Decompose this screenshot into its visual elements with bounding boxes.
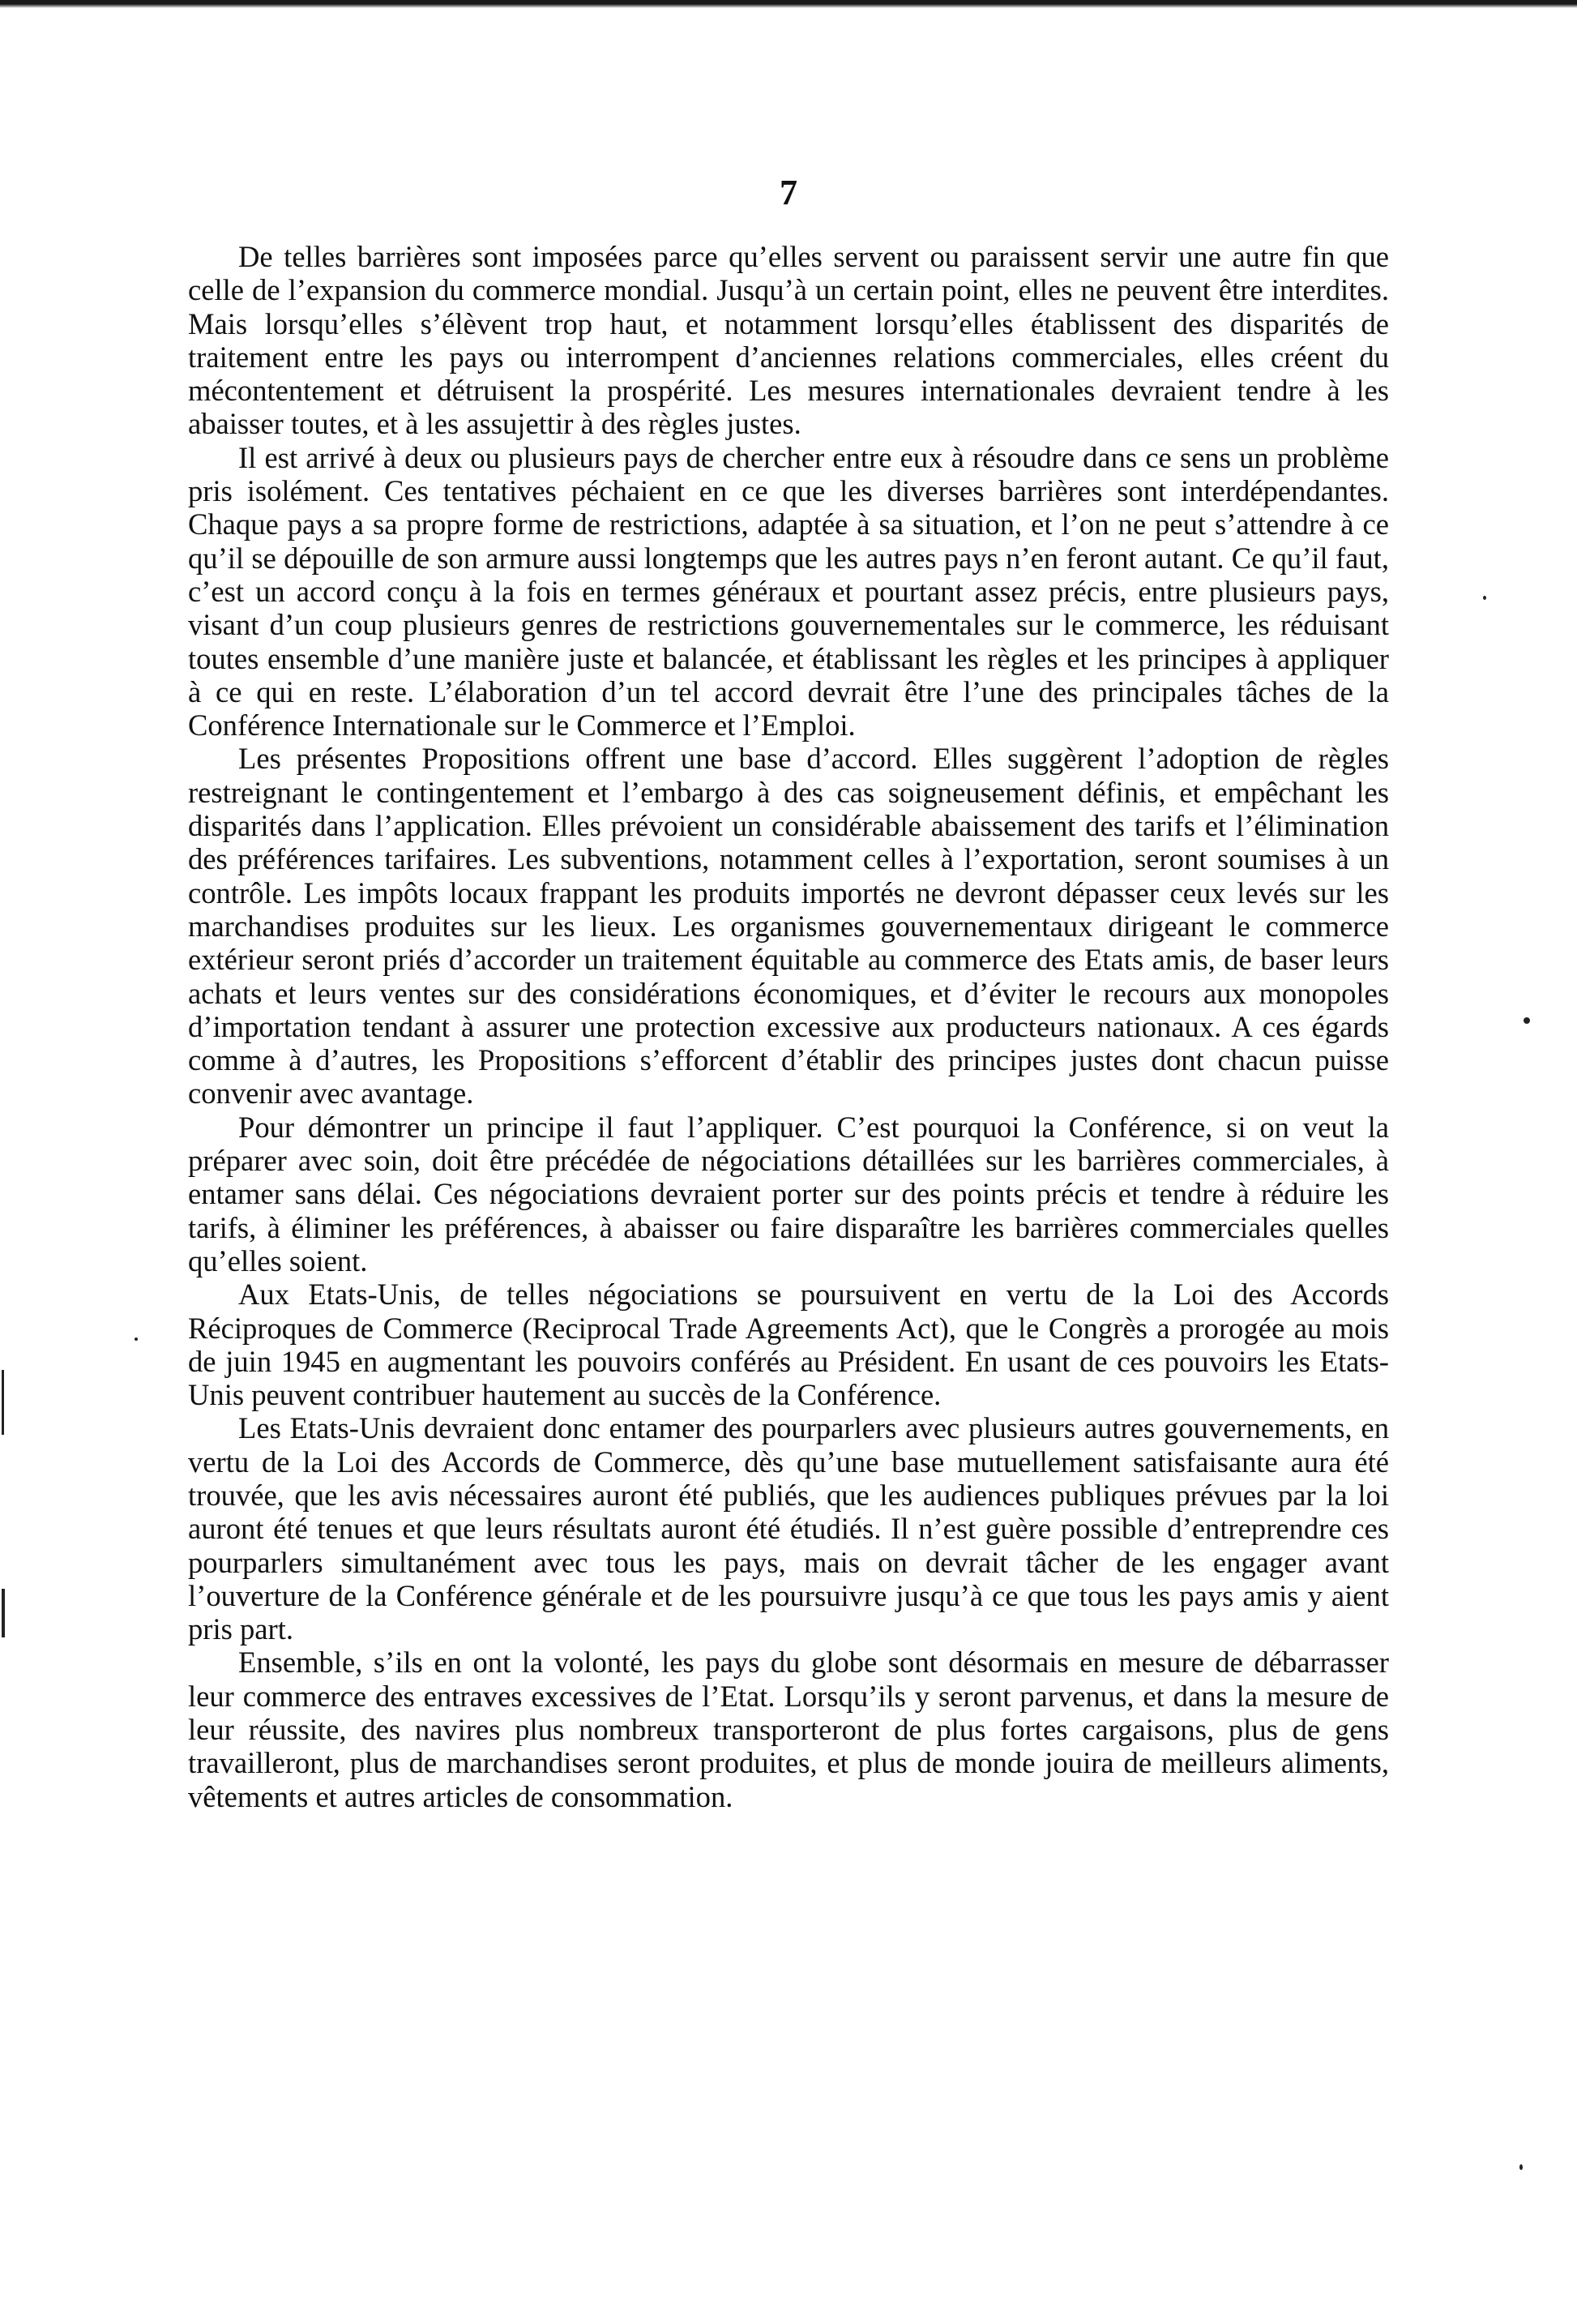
paragraph-2: Il est arrivé à deux ou plusieurs pays de chercher entre eux à résoudre dans ce sens un problème pris isolément. Ces tentatives péchaient en ce que les diverses barrières sont interdépendantes. Chaque pays a sa propre forme de restrictions, adaptée à sa situation, et l’on ne peut s’attendre à ce qu’il se dépouille de son armure aussi longtemps que les autres pays n’en feront autant. Ce qu’il faut, c’est un accord conçu à la fois en termes généraux et pourtant assez précis, entre plusieurs pays, visant d’un coup plusieurs genres de restrictions gouvernementales sur le commerce, les réduisant toutes ensemble d’une manière juste et balancée, et établissant les règles et les principes à appliquer à ce qui en reste. L’élaboration d’un tel accord devrait être l’une des principales tâches de la Conférence Internationale sur le Commerce et l’Emploi. <box>188 440 1389 743</box>
paragraph-5: Aux Etats-Unis, de telles négociations se poursuivent en vertu de la Loi des Accords Réciproques de Commerce (Reciprocal Trade Agreements Act), que le Congrès a prorogée au mois de juin 1945 en augmentant les pouvoirs conférés au Président. En usant de ces pouvoirs les Etats-Unis peuvent contribuer hautement au succès de la Conférence. <box>188 1278 1389 1412</box>
scan-speck <box>1524 1017 1530 1024</box>
document-page <box>188 170 1389 1813</box>
scan-speck <box>1483 596 1486 600</box>
paragraph-6: Les Etats-Unis devraient donc entamer des pourparlers avec plusieurs autres gouvernements, en vertu de la Loi des Accords de Commerce, dès qu’une base mutuellement satisfaisante aura été trouvée, que les avis nécessaires auront été publiés, que les audiences publiques prévues par la loi auront été tenues et que leurs résultats auront été étudiés. Il n’est guère possible d’entreprendre ces pourparlers simultanément avec tous les pays, mais on devrait tâcher de les engager avant l’ouverture de la Conférence générale et de les poursuivre jusqu’à ce que tous les pays amis y aient pris part. <box>188 1411 1389 1646</box>
paragraph-1: De telles barrières sont imposées parce qu’elles servent ou paraissent servir une autre fin que celle de l’expansion du commerce mondial. Jusqu’à un certain point, elles ne peuvent être interdites. Mais lorsqu’elles s’élèvent trop haut, et notamment lorsqu’elles établissent des disparités de traitement entre les pays ou interrompent d’anciennes relations commerciales, elles créent du mécontentement et détruisent la prospérité. Les mesures internationales devraient tendre à les abaisser toutes, et à les assujettir à des règles justes. <box>188 240 1389 441</box>
paragraph-4: Pour démontrer un principe il faut l’appliquer. C’est pourquoi la Conférence, si on veut la préparer avec soin, doit être précédée de négociations détaillées sur les barrières commerciales, à entamer sans délai. Ces négociations devraient porter sur des points précis et tendre à réduire les tarifs, à éliminer les préférences, à abaisser ou faire disparaître les barrières commerciales quelles qu’elles soient. <box>188 1110 1389 1278</box>
scan-margin-mark <box>2 1589 5 1637</box>
scan-top-edge <box>0 0 1577 8</box>
paragraph-3: Les présentes Propositions offrent une base d’accord. Elles suggèrent l’adoption de règles restreignant le contingentement et l’embargo à des cas soigneusement définis, et empêchant les disparités dans l’application. Elles prévoient un considérable abaissement des tarifs et l’élimination des préférences tarifaires. Les subventions, notamment celles à l’exportation, seront soumises à un contrôle. Les impôts locaux frappant les produits importés ne devront dépasser ceux levés sur les marchandises produites sur les lieux. Les organismes gouvernementaux dirigeant le commerce extérieur seront priés d’accorder un traitement équitable au commerce des Etats amis, de baser leurs achats et leurs ventes sur des considérations économiques, et d’éviter le recours aux monopoles d’importation tendant à assurer une protection excessive aux producteurs nationaux. A ces égards comme à d’autres, les Propositions s’efforcent d’établir des principes justes dont chacun puisse convenir avec avantage. <box>188 742 1389 1111</box>
page-number: 7 <box>780 173 797 212</box>
scan-speck <box>1519 2164 1523 2170</box>
scan-speck <box>135 1337 138 1341</box>
paragraph-7: Ensemble, s’ils en ont la volonté, les pays du globe sont désormais en mesure de débarrasser leur commerce des entraves excessives de l’Etat. Lorsqu’ils y seront parvenus, et dans la mesure de leur réussite, des navires plus nombreux transporteront de plus fortes cargaisons, plus de gens travailleront, plus de marchandises seront produites, et plus de monde jouira de meilleurs aliments, vêtements et autres articles de consommation. <box>188 1646 1389 1813</box>
scan-margin-mark <box>2 1370 4 1435</box>
